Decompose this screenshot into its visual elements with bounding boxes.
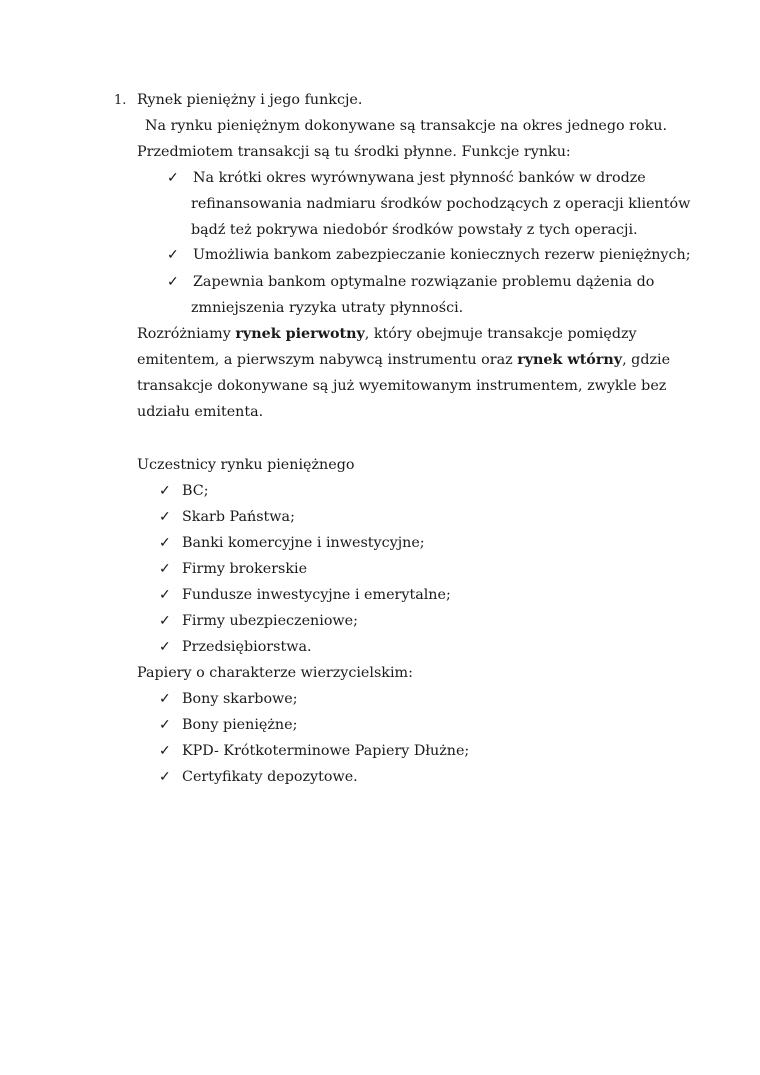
- paper-item: KPD- Krótkoterminowe Papiery Dłużne;: [182, 743, 470, 759]
- checkmark-icon: ✓: [159, 561, 171, 577]
- checkmark-icon: ✓: [159, 587, 171, 603]
- function-item-line: zmniejszenia ryzyka utraty płynności.: [191, 300, 464, 316]
- participant-item: Fundusze inwestycyjne i emerytalne;: [182, 587, 451, 603]
- term-primary-market: rynek pierwotny: [235, 326, 365, 342]
- checkmark-icon: ✓: [167, 274, 179, 290]
- function-item-line: Umożliwia bankom zabezpieczanie koniecznych rezerw pieniężnych;: [193, 247, 691, 263]
- checkmark-icon: ✓: [159, 743, 171, 759]
- papers-heading: Papiery o charakterze wierzycielskim:: [137, 665, 413, 681]
- intro-line: Na rynku pieniężnym dokonywane są transakcje na okres jednego roku.: [145, 118, 668, 134]
- function-item-line: bądź też pokrywa niedobór środków powstały z tych operacji.: [191, 222, 638, 238]
- checkmark-icon: ✓: [159, 769, 171, 785]
- function-item-line: refinansowania nadmiaru środków pochodzących z operacji klientów: [191, 196, 691, 212]
- section-number: 1.: [114, 93, 127, 108]
- checkmark-icon: ✓: [159, 639, 171, 655]
- checkmark-icon: ✓: [159, 535, 171, 551]
- checkmark-icon: ✓: [167, 170, 179, 186]
- checkmark-icon: ✓: [159, 483, 171, 499]
- paper-item: Certyfikaty depozytowe.: [182, 769, 358, 785]
- checkmark-icon: ✓: [159, 691, 171, 707]
- paper-item: Bony pieniężne;: [182, 717, 298, 733]
- function-item-line: Zapewnia bankom optymalne rozwiązanie problemu dążenia do: [193, 274, 655, 290]
- checkmark-icon: ✓: [159, 509, 171, 525]
- checkmark-icon: ✓: [159, 717, 171, 733]
- participant-item: Banki komercyjne i inwestycyjne;: [182, 535, 425, 551]
- markets-paragraph-line: emitentem, a pierwszym nabywcą instrumentu oraz rynek wtórny, gdzie: [137, 352, 671, 368]
- participant-item: Firmy brokerskie: [182, 561, 308, 577]
- intro-line: Przedmiotem transakcji są tu środki płynne. Funkcje rynku:: [137, 144, 571, 160]
- function-item-line: Na krótki okres wyrównywana jest płynność banków w drodze: [193, 170, 646, 186]
- term-secondary-market: rynek wtórny: [517, 352, 623, 368]
- checkmark-icon: ✓: [159, 613, 171, 629]
- checkmark-icon: ✓: [167, 247, 179, 263]
- markets-paragraph-line: udziału emitenta.: [137, 404, 264, 420]
- markets-paragraph-line: Rozróżniamy rynek pierwotny, który obejmuje transakcje pomiędzy: [137, 326, 637, 342]
- participant-item: Przedsiębiorstwa.: [182, 639, 312, 655]
- paper-item: Bony skarbowe;: [182, 691, 298, 707]
- participants-heading: Uczestnicy rynku pieniężnego: [137, 457, 355, 473]
- section-title: Rynek pieniężny i jego funkcje.: [137, 92, 363, 108]
- participant-item: Skarb Państwa;: [182, 509, 295, 525]
- participant-item: BC;: [182, 483, 209, 499]
- participant-item: Firmy ubezpieczeniowe;: [182, 613, 358, 629]
- markets-paragraph-line: transakcje dokonywane są już wyemitowanym instrumentem, zwykle bez: [137, 378, 667, 394]
